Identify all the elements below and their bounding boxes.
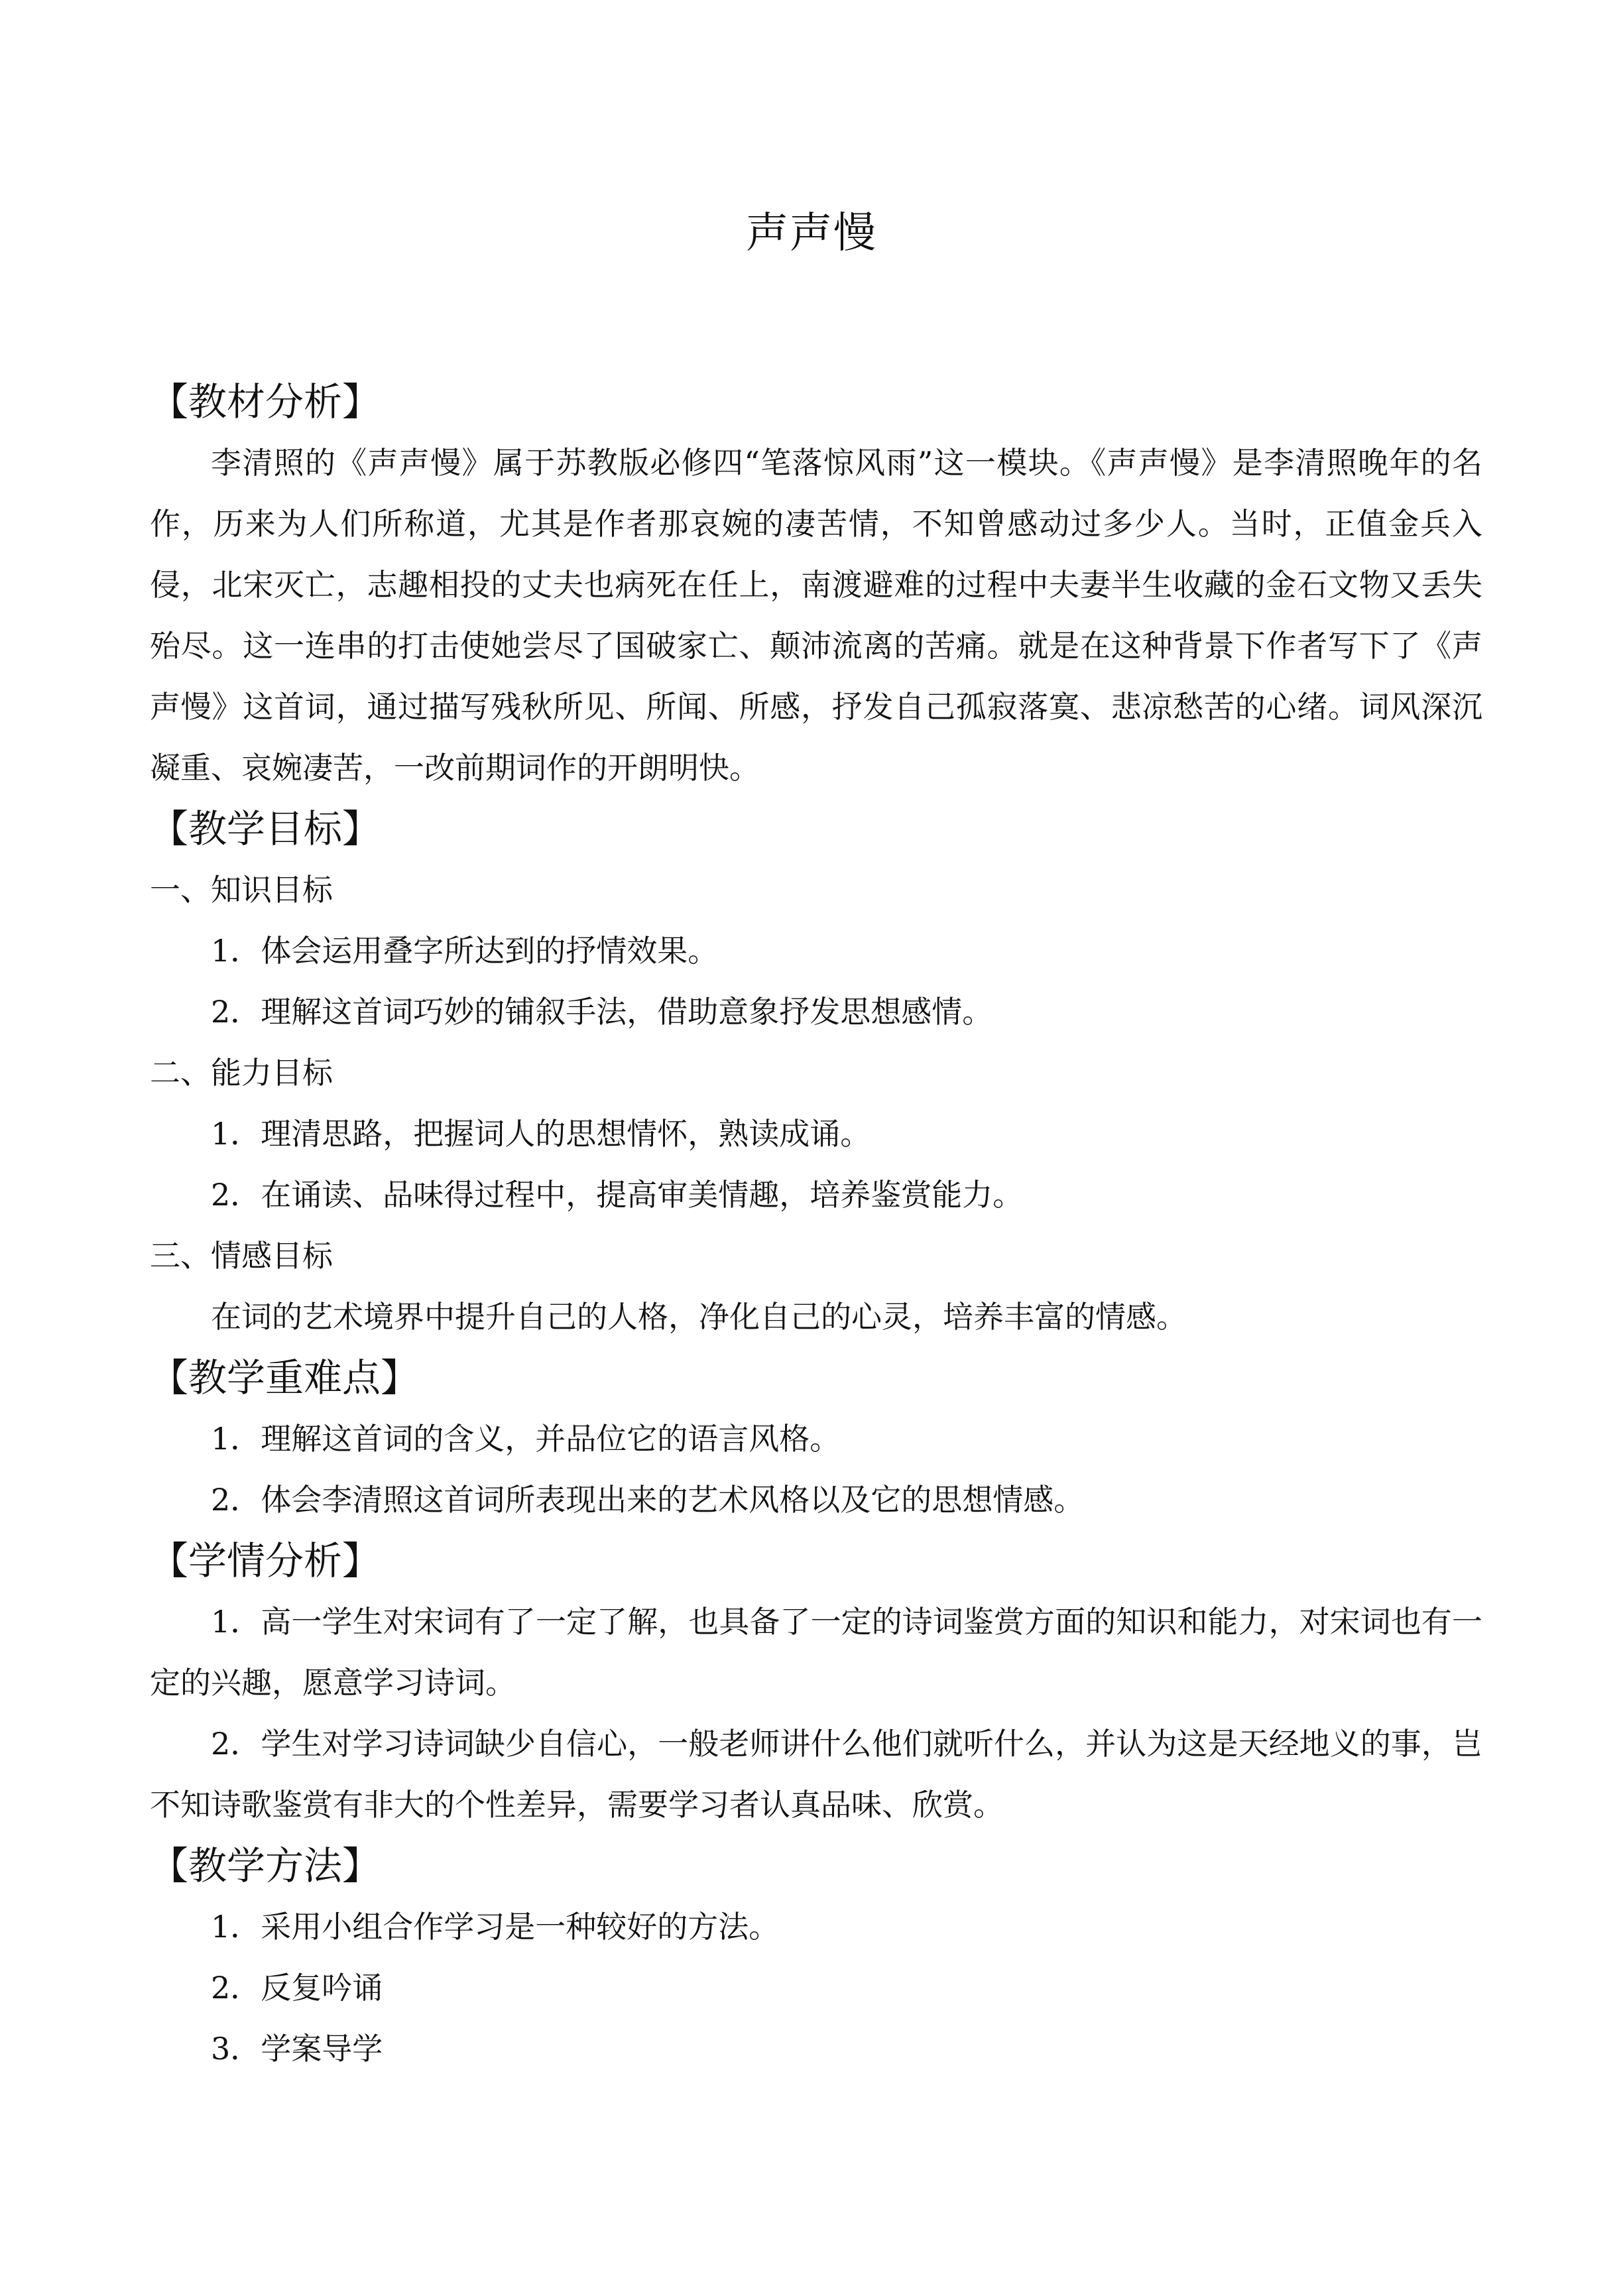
section-heading-goals: 【教学目标】 [150, 806, 381, 851]
student-analysis-item: 1．高一学生对宋词有了一定了解，也具备了一定的诗词鉴赏方面的知识和能力，对宋词也有一定的兴趣，愿意学习诗词。 [150, 1604, 1482, 1701]
section-heading-key-points: 【教学重难点】 [150, 1355, 420, 1400]
ability-item: 2．在诵读、品味得过程中，提高审美情趣，培养鉴赏能力。 [211, 1177, 1024, 1213]
emotion-text: 在词的艺术境界中提升自己的人格，净化自己的心灵，培养丰富的情感。 [211, 1299, 1187, 1335]
ability-item: 1．理清思路，把握词人的思想情怀，熟读成诵。 [211, 1116, 871, 1152]
section-heading-analysis: 【教材分析】 [150, 379, 381, 424]
key-point-item: 2．体会李清照这首词所表现出来的艺术风格以及它的思想情感。 [211, 1482, 1085, 1518]
method-item: 2．反复吟诵 [211, 1970, 383, 2006]
analysis-paragraph: 李清照的《声声慢》属于苏教版必修四“笔落惊风雨”这一模块。《声声慢》是李清照晚年的名作，历来为人们所称道，尤其是作者那哀婉的凄苦情，不知曾感动过多少人。当时，正值金兵入侵，北宋灭亡，志趣相投的丈夫也病死在任上，南渡避难的过程中夫妻半生收藏的金石文物又丢失殆尽。这一连串的打击使她尝尽了国破家亡、颠沛流离的苦痛。就是在这种背景下作者写下了《声声慢》这首词，通过描写残秋所见、所闻、所感，抒发自己孤寂落寞、悲凉愁苦的心绪。词风深沉凝重、哀婉凄苦，一改前期词作的开朗明快。 [150, 445, 1482, 786]
method-item: 1．采用小组合作学习是一种较好的方法。 [211, 1909, 780, 1945]
knowledge-item: 1．体会运用叠字所达到的抒情效果。 [211, 933, 719, 969]
key-point-item: 1．理解这首词的含义，并品位它的语言风格。 [211, 1421, 841, 1457]
document-body [150, 371, 1482, 2079]
student-analysis-item: 2．学生对学习诗词缺少自信心，一般老师讲什么他们就听什么，并认为这是天经地义的事，岂不知诗歌鉴赏有非大的个性差异，需要学习者认真品味、欣赏。 [150, 1726, 1482, 1823]
subheading-emotion: 三、情感目标 [150, 1238, 333, 1274]
subheading-knowledge: 一、知识目标 [150, 872, 333, 908]
section-heading-methods: 【教学方法】 [150, 1843, 381, 1888]
page-title: 声声慢 [746, 209, 877, 258]
subheading-ability: 二、能力目标 [150, 1055, 333, 1091]
knowledge-item: 2．理解这首词巧妙的铺叙手法，借助意象抒发思想感情。 [211, 994, 993, 1030]
section-heading-students: 【学情分析】 [150, 1538, 381, 1583]
method-item: 3．学案导学 [211, 2031, 383, 2067]
